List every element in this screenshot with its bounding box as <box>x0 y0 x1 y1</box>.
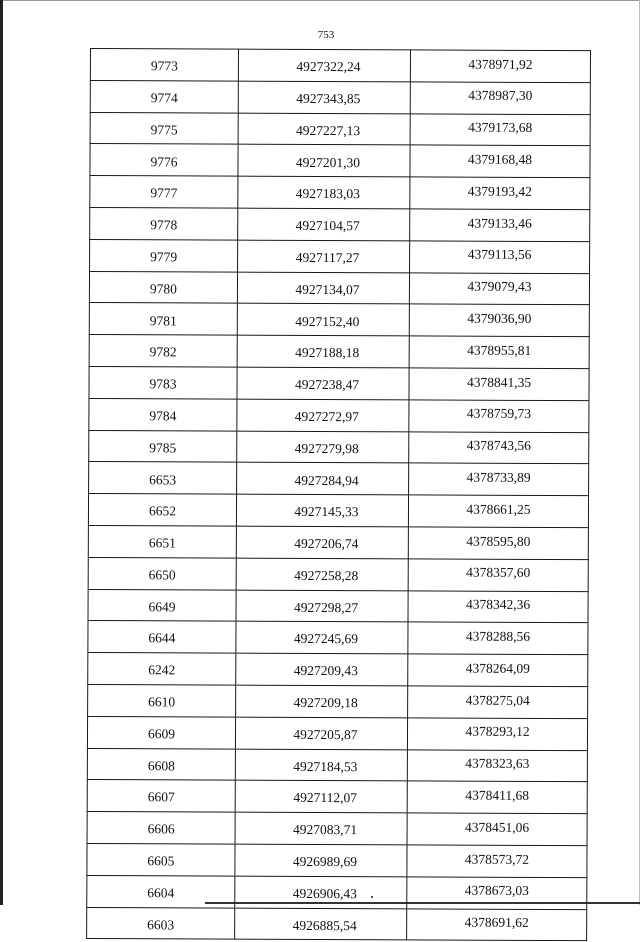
point-number-cell: 6242 <box>88 653 236 685</box>
table-row <box>87 716 587 750</box>
x-coordinate-cell: 4927343,85 <box>238 81 410 114</box>
y-coordinate-cell: 4378293,12 <box>407 718 587 751</box>
x-coordinate-cell: 4927206,74 <box>236 526 408 559</box>
y-coordinate-cell: 4379036,90 <box>409 304 589 337</box>
x-coordinate-cell: 4927205,87 <box>235 717 407 750</box>
table-row <box>88 589 588 623</box>
x-coordinate-cell: 4927201,30 <box>238 145 410 178</box>
point-number-cell: 6652 <box>88 494 236 526</box>
table-row <box>90 112 590 146</box>
point-number-cell: 9780 <box>89 271 237 303</box>
point-number-cell: 6644 <box>88 621 236 653</box>
table-row <box>87 907 587 941</box>
point-number-cell: 6653 <box>89 462 237 494</box>
point-number-cell: 6649 <box>88 589 236 621</box>
y-coordinate-cell: 4378323,63 <box>407 749 587 782</box>
x-coordinate-cell: 4926906,43 <box>235 876 407 909</box>
x-coordinate-cell: 4927209,18 <box>236 685 408 718</box>
x-coordinate-cell: 4927188,18 <box>237 335 409 368</box>
table-row <box>90 176 590 210</box>
y-coordinate-cell: 4378288,56 <box>408 622 588 655</box>
table-row <box>88 494 588 528</box>
x-coordinate-cell: 4927322,24 <box>238 49 410 82</box>
y-coordinate-cell: 4378673,03 <box>407 877 587 910</box>
point-number-cell: 6607 <box>87 780 235 812</box>
x-coordinate-cell: 4927183,03 <box>238 176 410 209</box>
x-coordinate-cell: 4927145,33 <box>236 494 408 527</box>
table-row <box>90 144 590 178</box>
y-coordinate-cell: 4378841,35 <box>409 368 589 401</box>
x-coordinate-cell: 4927134,07 <box>237 272 409 305</box>
table-row <box>89 335 589 369</box>
point-number-cell: 9776 <box>90 144 238 176</box>
x-coordinate-cell: 4927083,71 <box>235 812 407 845</box>
table-row <box>87 843 587 877</box>
x-coordinate-cell: 4927184,53 <box>235 749 407 782</box>
table-row <box>89 366 589 400</box>
point-number-cell: 9778 <box>90 207 238 239</box>
table-row <box>89 271 589 305</box>
x-coordinate-cell: 4927279,98 <box>237 431 409 464</box>
point-number-cell: 9773 <box>90 49 238 81</box>
point-number-cell: 9774 <box>90 80 238 112</box>
x-coordinate-cell: 4927258,28 <box>236 558 408 591</box>
x-coordinate-cell: 4927104,57 <box>238 208 410 241</box>
x-coordinate-cell: 4927272,97 <box>237 399 409 432</box>
table-row <box>87 812 587 846</box>
point-number-cell: 6604 <box>87 875 235 907</box>
page-number: 753 <box>317 29 335 41</box>
y-coordinate-cell: 4378573,72 <box>407 845 587 878</box>
table-row <box>89 303 589 337</box>
x-coordinate-cell: 4927209,43 <box>236 653 408 686</box>
y-coordinate-cell: 4378451,06 <box>407 813 587 846</box>
y-coordinate-cell: 4379168,48 <box>410 145 590 178</box>
x-coordinate-cell: 4927152,40 <box>237 304 409 337</box>
y-coordinate-cell: 4378759,73 <box>409 400 589 433</box>
x-coordinate-cell: 4927284,94 <box>237 463 409 496</box>
x-coordinate-cell: 4927238,47 <box>237 367 409 400</box>
point-number-cell: 6610 <box>88 684 236 716</box>
coordinates-table-body <box>87 49 591 941</box>
y-coordinate-cell: 4379113,56 <box>410 241 590 274</box>
table-row <box>89 430 589 464</box>
point-number-cell: 6606 <box>87 812 235 844</box>
x-coordinate-cell: 4927298,27 <box>236 590 408 623</box>
coordinates-table <box>86 48 591 941</box>
y-coordinate-cell: 4379133,46 <box>410 209 590 242</box>
point-number-cell: 9779 <box>90 239 238 271</box>
y-coordinate-cell: 4378955,81 <box>409 336 589 369</box>
table-row <box>89 462 589 496</box>
point-number-cell: 9784 <box>89 398 237 430</box>
table-row <box>90 207 590 241</box>
x-coordinate-cell: 4927112,07 <box>235 780 407 813</box>
scan-edge-left <box>0 0 3 905</box>
table-row <box>87 748 587 782</box>
coordinates-table-wrapper <box>86 48 591 941</box>
table-row <box>88 621 588 655</box>
table-row <box>88 557 588 591</box>
table-row <box>89 398 589 432</box>
point-number-cell: 9785 <box>89 430 237 462</box>
x-coordinate-cell: 4927245,69 <box>236 621 408 654</box>
table-row <box>90 49 590 83</box>
point-number-cell: 9781 <box>89 303 237 335</box>
point-number-cell: 6608 <box>87 748 235 780</box>
table-row <box>88 684 588 718</box>
x-coordinate-cell: 4927227,13 <box>238 113 410 146</box>
table-row <box>88 525 588 559</box>
y-coordinate-cell: 4378987,30 <box>410 82 590 115</box>
y-coordinate-cell: 4378661,25 <box>408 495 588 528</box>
x-coordinate-cell: 4926989,69 <box>235 844 407 877</box>
y-coordinate-cell: 4379173,68 <box>410 113 590 146</box>
y-coordinate-cell: 4378342,36 <box>408 590 588 623</box>
table-row <box>88 653 588 687</box>
y-coordinate-cell: 4378357,60 <box>408 559 588 592</box>
y-coordinate-cell: 4378691,62 <box>407 908 587 941</box>
y-coordinate-cell: 4378733,89 <box>409 463 589 496</box>
point-number-cell: 9782 <box>89 335 237 367</box>
scan-edge-top <box>0 0 640 1</box>
x-coordinate-cell: 4926885,54 <box>235 908 407 941</box>
y-coordinate-cell: 4378595,80 <box>408 527 588 560</box>
point-number-cell: 9783 <box>89 366 237 398</box>
point-number-cell: 9777 <box>90 176 238 208</box>
table-row <box>87 780 587 814</box>
point-number-cell: 6609 <box>87 716 235 748</box>
point-number-cell: 6650 <box>88 557 236 589</box>
point-number-cell: 6603 <box>87 907 235 939</box>
table-row <box>90 80 590 114</box>
y-coordinate-cell: 4378411,68 <box>407 781 587 814</box>
y-coordinate-cell: 4378275,04 <box>408 686 588 719</box>
y-coordinate-cell: 4379193,42 <box>410 177 590 210</box>
y-coordinate-cell: 4378743,56 <box>409 431 589 464</box>
point-number-cell: 6605 <box>87 843 235 875</box>
y-coordinate-cell: 4378264,09 <box>408 654 588 687</box>
table-row <box>90 239 590 273</box>
point-number-cell: 9775 <box>90 112 238 144</box>
x-coordinate-cell: 4927117,27 <box>238 240 410 273</box>
point-number-cell: 6651 <box>88 525 236 557</box>
y-coordinate-cell: 4379079,43 <box>409 272 589 305</box>
y-coordinate-cell: 4378971,92 <box>410 50 590 83</box>
table-row <box>87 875 587 909</box>
